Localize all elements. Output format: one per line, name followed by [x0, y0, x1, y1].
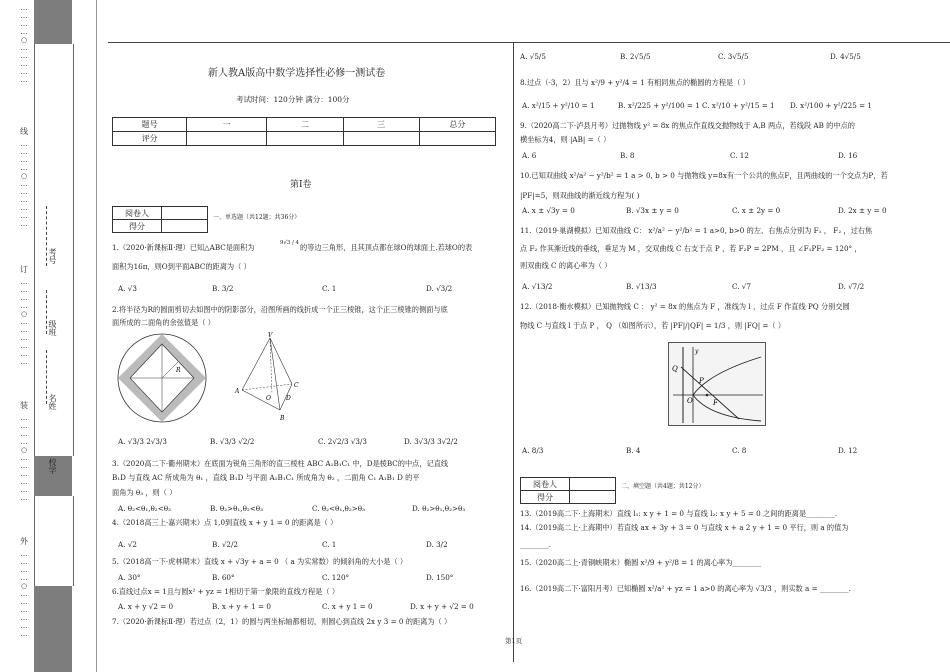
- q8-line: 8.过点（-3，2）且与 x²/9 + y²/4 = 1 有相同焦点的椭圆的方程是（ ）: [520, 78, 750, 87]
- q2-label-O: O: [266, 395, 271, 402]
- grader-box-1: [112, 206, 208, 233]
- score-table-cell: 评分: [113, 132, 187, 146]
- binding-white-block-2: [34, 496, 74, 586]
- q1-option-b[interactable]: B. 3/2: [212, 284, 234, 293]
- q4-option-b[interactable]: B. √2/2: [212, 540, 238, 549]
- q8-option-b[interactable]: B. x²/225 + y²/100 = 1: [618, 101, 700, 110]
- grader-box-2: [520, 477, 616, 504]
- q2-label-A: A: [235, 388, 240, 395]
- q2-label-R: R: [176, 367, 181, 374]
- q11-option-a[interactable]: A. √13/2: [522, 282, 553, 291]
- binding-label-order: 订: [20, 265, 28, 274]
- q12-label-F: F: [713, 399, 718, 407]
- q12-option-a[interactable]: A. 8/3: [522, 446, 544, 455]
- q4-option-a[interactable]: A. √2: [118, 540, 137, 549]
- q3-option-d[interactable]: D. θ₂>θ₁,θ₂>θ₃: [412, 504, 466, 513]
- q9-option-d[interactable]: D. 16: [838, 151, 858, 160]
- q10-option-a[interactable]: A. x ± √3y = 0: [522, 206, 575, 215]
- score-input[interactable]: [267, 132, 343, 146]
- q11-option-d[interactable]: D. √7/2: [838, 282, 865, 291]
- score-table-cell: 题号: [113, 118, 187, 132]
- page-number: 第1页: [505, 637, 523, 645]
- q10-line2: |PF|=5，则双曲线的渐近线方程为( ): [520, 191, 640, 200]
- score-input[interactable]: [187, 132, 267, 146]
- q9-line2: 横坐标为4，则 |AB| =（ ）: [520, 135, 611, 144]
- q8-option-d[interactable]: D. x²/100 + y²/225 = 1: [790, 101, 872, 110]
- section1-title: 一、单选题（共12题；共36分）: [213, 214, 301, 221]
- q6-option-d[interactable]: D. x + y + √2 = 0: [410, 602, 474, 611]
- score-input[interactable]: [570, 491, 616, 504]
- q10-option-c[interactable]: C. x ± 2y = 0: [732, 206, 781, 215]
- page-title: 新人教A版高中数学选择性必修一测试卷: [208, 68, 386, 79]
- binding-label-seal: 装: [20, 401, 28, 410]
- q2-line1: 2.将半径为R的圆面剪切去如图中的阴影部分，沿图所画的线折成一个正三棱锥，这个正三棱锥的侧面与底: [112, 305, 448, 314]
- q12-option-b[interactable]: B. 4: [626, 446, 641, 455]
- q8-option-c[interactable]: C. x²/10 + y²/15 = 1: [702, 101, 775, 110]
- q13-line: 13.（2019高二下·上海期末）直线 l₁: x y + 1 = 0 与直线 l₂: x y + 5 = 0 之间的距离是________.: [520, 509, 838, 518]
- q2-label-D: D: [286, 395, 291, 402]
- q11-option-b[interactable]: B. √13/3: [626, 282, 657, 291]
- field-banji-label: 级班: [48, 320, 57, 336]
- q7-option-b[interactable]: B. 2√5/5: [620, 52, 651, 61]
- q12-figure: [668, 342, 766, 426]
- q2-option-d[interactable]: D. 3√3/3 3√2/2: [404, 437, 458, 446]
- binding-margin: … … … … ○ … … … … … 线 … … … … ○ … … … … … … 订 … … … … ○ … … … … … … 装 … … … … ○ … … … … … … 外 … … … … ○ … … … … … … 考号 级班 名姓 校学: [0, 0, 108, 672]
- q12-label-P: P: [699, 377, 704, 385]
- q2-label-V: V: [268, 332, 273, 339]
- q12-line1: 12.（2018·衡水模拟）已知抛物线 C ： y² = 8x 的焦点为 F ，准线为 l ，过点 F 作直线 PQ 分别交圆: [520, 302, 850, 311]
- score-table-cell: 总分: [419, 118, 495, 132]
- binding-gray-strip-top: [34, 0, 72, 44]
- q8-option-a[interactable]: A. x²/15 + y²/10 = 1: [522, 101, 595, 110]
- q2-figure-circle: [114, 332, 210, 424]
- q1-option-c[interactable]: C. 1: [322, 284, 337, 293]
- q1-option-a[interactable]: A. √3: [118, 284, 137, 293]
- binding-dots: … … … … ○ … … … … …: [20, 4, 28, 84]
- score-input[interactable]: [419, 132, 495, 146]
- grader-label: 阅卷人: [113, 207, 162, 220]
- score-table-cell: 一: [187, 118, 267, 132]
- q2-option-c[interactable]: C. 2√2/3 √3/3: [318, 437, 367, 446]
- score-input[interactable]: [343, 132, 419, 146]
- binding-label-line: 线: [20, 127, 28, 136]
- q3-option-b[interactable]: B. θ₂>θ₁,θ₂<θ₃: [210, 504, 264, 513]
- q2-option-b[interactable]: B. √3/3 √2/2: [210, 437, 255, 446]
- q11-line3: 则双曲线 C 的离心率为（ ）: [520, 261, 612, 270]
- q5-option-c[interactable]: C. 120°: [322, 573, 350, 582]
- q9-line1: 9.（2020高二下·泸县月考）过抛物线 y² = 8x 的焦点作直线交抛物线于 A,B 两点，若线段 AB 的中点的: [520, 121, 855, 130]
- q5-option-b[interactable]: B. 60°: [212, 573, 235, 582]
- q12-option-d[interactable]: D. 12: [838, 446, 858, 455]
- q3-line2: B₁D 与直线 AC 所成角为 θ₁ ，直线 B₁D 与平面 A₁B₁C₁ 所成角为 θ₂ ，二面角 C₁ A₁B₁ D 的平: [112, 473, 420, 482]
- q11-line2: 点 F₂ 作其渐近线的垂线，垂足为 M ，交双曲线 C 右支于点 P ，若 F₂P = 2PM ，且 ∠F₁PF₂ = 120° ，: [520, 244, 862, 253]
- q10-line1: 10.已知双曲线 x²/a² − y²/b² = 1 a > 0, b > 0 与抛物线 y=8x有一个公共的焦点F，且两曲线的一个交点为P，若: [520, 171, 888, 180]
- volume-title: 第Ⅰ卷: [290, 180, 312, 190]
- score-table-cell: 三: [343, 118, 419, 132]
- q12-label-y: y: [695, 348, 699, 355]
- score-input[interactable]: [162, 220, 208, 233]
- binding-gray-strip-bottom: [34, 586, 72, 672]
- exam-info: 考试时间：120分钟 满分：100分: [236, 95, 350, 104]
- q11-line1: 11.（2019·巢湖模拟）已知双曲线 C： x²/a² − y²/b² = 1 a>0, b>0 的左、右焦点分别为 F₁ ， F₂ ，过右焦: [520, 226, 873, 235]
- q16-line: 16.（2019高二下·富阳月考）已知椭圆 x²/a² + yz = 1 a>0 的离心率为 √3/3 ，则实数 a = ________.: [520, 584, 851, 593]
- top-rule: [108, 42, 950, 43]
- score-label: 得分: [113, 220, 162, 233]
- q6-line: 6.直线过点x = 1且与圆x² + yz = 1相切于第一象限的直线方程是（ ）: [112, 587, 340, 596]
- q1-line1b: 的等边三角形，且其顶点都在球O的球面上.若球O的表: [300, 243, 473, 252]
- q15-line: 15.（2020高二上·青铜峡期末）椭圆 x²/9 + y²/8 = 1 的离心率为________: [520, 558, 762, 567]
- q4-option-c[interactable]: C. 1: [322, 540, 337, 549]
- q12-label-O: O: [687, 397, 693, 405]
- q9-option-c[interactable]: C. 12: [730, 151, 749, 160]
- field-xuexiao-label: 校学: [48, 458, 57, 474]
- field-kaohao-label: 考号: [48, 248, 57, 264]
- q3-option-c[interactable]: C. θ₂<θ₁,θ₂>θ₃: [312, 504, 365, 513]
- q4-line: 4.（2018高三上·嘉兴期末）点 1,0到直线 x + y 1 = 0 的距离是（ ）: [112, 518, 338, 527]
- q12-option-c[interactable]: C. 8: [732, 446, 747, 455]
- field-xingming-label: 名姓: [48, 394, 57, 410]
- q6-option-b[interactable]: B. x + y + 1 = 0: [212, 602, 271, 611]
- q5-option-a[interactable]: A. 30°: [118, 573, 141, 582]
- q2-line2: 面所成的二面角的余弦值是（ ）: [112, 318, 215, 327]
- q5-option-d[interactable]: D. 150°: [426, 573, 454, 582]
- q5-line: 5.（2018高一下·虎林期末）直线 x + √3y + a = 0 （ a 为实常数）的倾斜角的大小是（ ）: [112, 557, 408, 566]
- q14-line2: ________.: [520, 540, 552, 549]
- q3-line3: 面角为 θ₃ ，则（ ）: [112, 488, 177, 497]
- q2-label-B: B: [280, 415, 285, 422]
- q3-line1: 3.（2020高二下·衢州期末）在底面为锐角三角形的直三棱柱 ABC A₁B₁C₁ 中，D是棱BC的中点，记直线: [112, 459, 449, 468]
- q2-label-C: C: [294, 382, 299, 389]
- q1-line1a: 1.（2020·新课标Ⅱ·理）已知△ABC是面积为: [112, 243, 255, 252]
- q7-option-c[interactable]: C. 3√5/5: [718, 52, 749, 61]
- q2-figure-pyramid: [234, 332, 310, 424]
- q14-line1: 14.（2019高二上·上海期中）若直线 ax + 3y + 3 = 0 与直线 x + a 2 y + 1 = 0 平行，则 a 的值为: [520, 523, 849, 532]
- q12-label-Q: Q: [672, 365, 678, 373]
- q1-fraction: 9√3 / 4: [280, 240, 299, 246]
- q7-option-d[interactable]: D. 4√5/5: [830, 52, 861, 61]
- q1-option-d[interactable]: D. √3/2: [426, 284, 453, 293]
- q11-option-c[interactable]: C. √7: [732, 282, 751, 291]
- grader-label: 阅卷人: [521, 478, 570, 491]
- grader-input[interactable]: [162, 207, 208, 220]
- binding-right-rule: [96, 0, 97, 672]
- q12-line2: 物线 C 与直线 l 于点 P ， Q （如图所示），若 |PF|/|QF| = 1/3 ，则 |FQ| =（ ）: [520, 321, 786, 330]
- column-divider: [513, 42, 514, 662]
- q6-option-a[interactable]: A. x + y √2 = 0: [118, 602, 174, 611]
- score-label: 得分: [521, 491, 570, 504]
- q9-option-a[interactable]: A. 6: [522, 151, 537, 160]
- section2-title: 二、填空题（共4题；共12分）: [621, 483, 705, 490]
- q10-option-b[interactable]: B. √3x ± y = 0: [626, 206, 679, 215]
- q7-option-a[interactable]: A. √5/5: [520, 52, 546, 61]
- q7-line: 7.（2020·新课标Ⅱ·理）若过点（2，1）的圆与两坐标轴都相切，则圆心到直线 2x y 3 = 0 的距离为（ ）: [112, 617, 452, 626]
- score-table: [112, 117, 496, 146]
- q9-option-b[interactable]: B. 8: [620, 151, 635, 160]
- q3-option-a[interactable]: A. θ₂<θ₁,θ₂<θ₃: [118, 504, 171, 513]
- score-table-cell: 二: [267, 118, 343, 132]
- q2-option-a[interactable]: A. √3/3 2√3/3: [118, 437, 167, 446]
- q4-option-d[interactable]: D. 3/2: [426, 540, 448, 549]
- q10-option-d[interactable]: D. 2x ± y = 0: [838, 206, 887, 215]
- binding-label-outside: 外: [20, 537, 28, 546]
- grader-input[interactable]: [570, 478, 616, 491]
- q6-option-c[interactable]: C. x + y 1 = 0: [322, 602, 373, 611]
- q1-line2: 面积为16π，则O到平面ABC的距离为（ ）: [112, 262, 251, 271]
